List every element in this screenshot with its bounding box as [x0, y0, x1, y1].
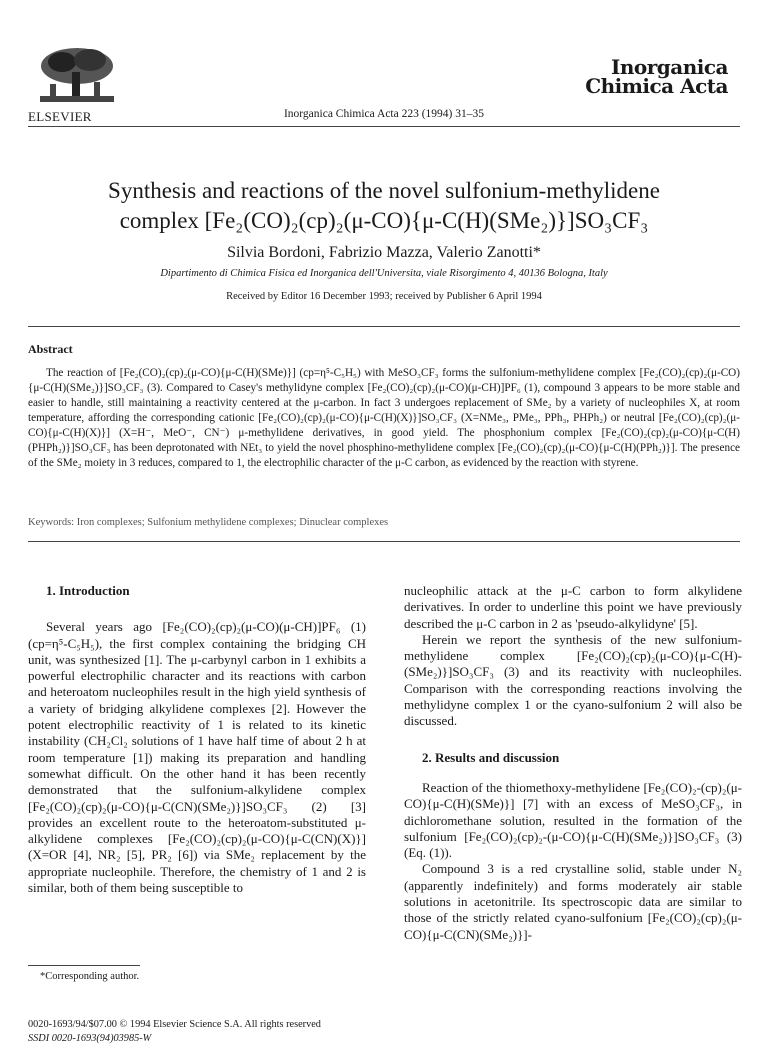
journal-logo-line1: Inorganica: [611, 55, 728, 79]
publisher-name: ELSEVIER: [28, 109, 92, 124]
footnote-rule: [28, 965, 140, 966]
keywords: Keywords: Iron complexes; Sulfonium methylidene complexes; Dinuclear complexes: [28, 517, 389, 528]
journal-citation: Inorganica Chimica Acta 223 (1994) 31–35: [283, 108, 485, 120]
title-line-2: complex [Fe₂(CO)₂(cp)₂(μ-CO){μ-C(H)(SMe₂)}]SO₃CF₃: [119, 208, 649, 233]
abstract-top-rule: [28, 326, 740, 327]
header-rule: [28, 126, 740, 127]
journal-logo-line2: Chimica Acta: [585, 74, 728, 98]
paragraph: Reaction of the thiomethoxy-methylidene [Fe₂(CO)₂-(cp)₂(μ-CO){μ-C(H)(SMe)}] [7] with an excess of MeSO₃CF₃, in dichloromethane solution, resulted in the formation of the sulfonium [Fe₂(CO)₂(cp)₂-(μ-CO){μ-C(H)(SMe₂)}]SO₃CF₃ (3) (Eq. (1)).: [404, 779, 742, 861]
copyright-line: 0020-1693/94/$07.00 © 1994 Elsevier Science S.A. All rights reserved: [28, 1019, 321, 1030]
right-column: [404, 583, 742, 943]
paragraph: Several years ago [Fe₂(CO)₂(cp)₂(μ-CO)(μ-CH)]PF₆ (1) (cp=η⁵-C₅H₅), the first complex containing the bridging CH unit, was synthesized [1]. The μ-carbynyl carbon in 1 exhibits a powerful electrophilic character and its reactions with carbon and heteroatom nucleophiles result in the high yield synthesis of a variety of bridging alkylidene complexes [2]. However the potent electrophilic reactivity of 1 is related to its kinetic instability (CH₂Cl₂ solutions of 1 have half time of about 2 h at room temperature [1]) making its preparation and handling somewhat difficult. On the other hand it has been recently demonstrated that the sulfonium-alkylidene complex [Fe₂(CO)₂(cp)₂(μ-CO){μ-C(CN)(SMe₂)}]SO₃CF₃ (2) [3] provides an excellent route to the heteroatom-substituted μ-alkylidene complexes [Fe₂(CO)₂(cp)₂(μ-CO){μ-C(CN)(X)}] (X=OR [4], NR₂ [5], PR₂ [6]) via SMe₂ replacement by the appropriate nucleophile. Therefore, the chemistry of 1 and 2 is similar, both of them being susceptible to: [28, 619, 366, 896]
paragraph: Compound 3 is a red crystalline solid, stable under N₂ (apparently indefinitely) and forms moderately air stable solutions in acetonitrile. Its spectroscopic data are similar to those of the strictly related cyano-sulfonium [Fe₂(CO)₂(cp)₂(μ-CO){μ-C(CN)(SMe₂)}]-: [404, 861, 742, 942]
section-heading-introduction: 1. Introduction: [46, 583, 130, 598]
article-title: [40, 176, 728, 236]
title-line-1: Synthesis and reactions of the novel sulfonium-methylidene: [108, 178, 660, 203]
copyright-block: [28, 1018, 321, 1046]
received-dates: Received by Editor 16 December 1993; received by Publisher 6 April 1994: [226, 291, 542, 302]
affiliation: Dipartimento di Chimica Fisica ed Inorganica dell'Universita, viale Risorgimento 4, 40136 Bologna, Italy: [160, 268, 608, 279]
elsevier-tree-logo: [32, 44, 122, 106]
ssdi-line: SSDI 0020-1693(94)03985-W: [28, 1033, 152, 1044]
paragraph: nucleophilic attack at the μ-C carbon to form alkylidene derivatives. In order to underline this point we have previously described the μ-C carbon in 2 as 'pseudo-alkylidyne' [5].: [404, 583, 742, 631]
footnote: *Corresponding author.: [40, 971, 140, 982]
paragraph: Herein we report the synthesis of the new sulfonium-methylidene complex [Fe₂(CO)₂(cp)₂(μ-CO){μ-C(H)-(SMe₂)}]SO₃CF₃ (3) and its reactivity with nucleophiles. Comparison with the corresponding reactions involving the methylidyne complex 1 or the cyano-sulfonium 2 will also be discussed.: [404, 631, 742, 729]
abstract-text: The reaction of [Fe₂(CO)₂(cp)₂(μ-CO){μ-C(H)(SMe)}] (cp=η⁵-C₅H₅) with MeSO₃CF₃ forms the sulfonium-methylidene complex [Fe₂(CO)₂(cp)₂(μ-CO){μ-C(H)(SMe₂)}]SO₃CF₃ (3). Compared to Casey's methylidyne complex [Fe₂(CO)₂(cp)₂(μ-CO)(μ-CH)]PF₆ (1), compound 3 appears to be more stable and easier to handle, still maintaining a reactivity centered at the μ-carbon. In fact 3 undergoes replacement of SMe₂ by a variety of nucleophiles X, at room temperature, affording the corresponding cationic [Fe₂(CO)₂(cp)₂(μ-CO){μ-C(H)(X)}]SO₃CF₃ (X=NMe₃, PMe₃, PPh₃, PHPh₂) or neutral [Fe₂(CO)₂(cp)₂(μ-CO){μ-C(H)(X)}] (X=H⁻, MeO⁻, CN⁻) μ-methylidene derivatives, in good yield. The phosphonium complex [Fe₂(CO)₂(cp)₂(μ-CO){μ-C(H)(PHPh₂)}]SO₃CF₃ has been deprotonated with NEt₃ to yield the novel phosphino-methylidene complex [Fe₂(CO)₂(cp)₂(μ-CO){μ-C(H)(PPh₂)}]. The presence of the SMe₂ moiety in 3 reduces, compared to 1, the electrophilic character of the μ-C carbon, as evidenced by the reaction with styrene.: [28, 367, 740, 469]
section-heading-results: 2. Results and discussion: [422, 749, 560, 765]
abstract-heading: Abstract: [28, 342, 73, 356]
abstract-bottom-rule: [28, 541, 740, 542]
authors: Silvia Bordoni, Fabrizio Mazza, Valerio Zanotti*: [227, 244, 541, 261]
left-column: [28, 583, 366, 896]
journal-logo: [585, 55, 728, 98]
